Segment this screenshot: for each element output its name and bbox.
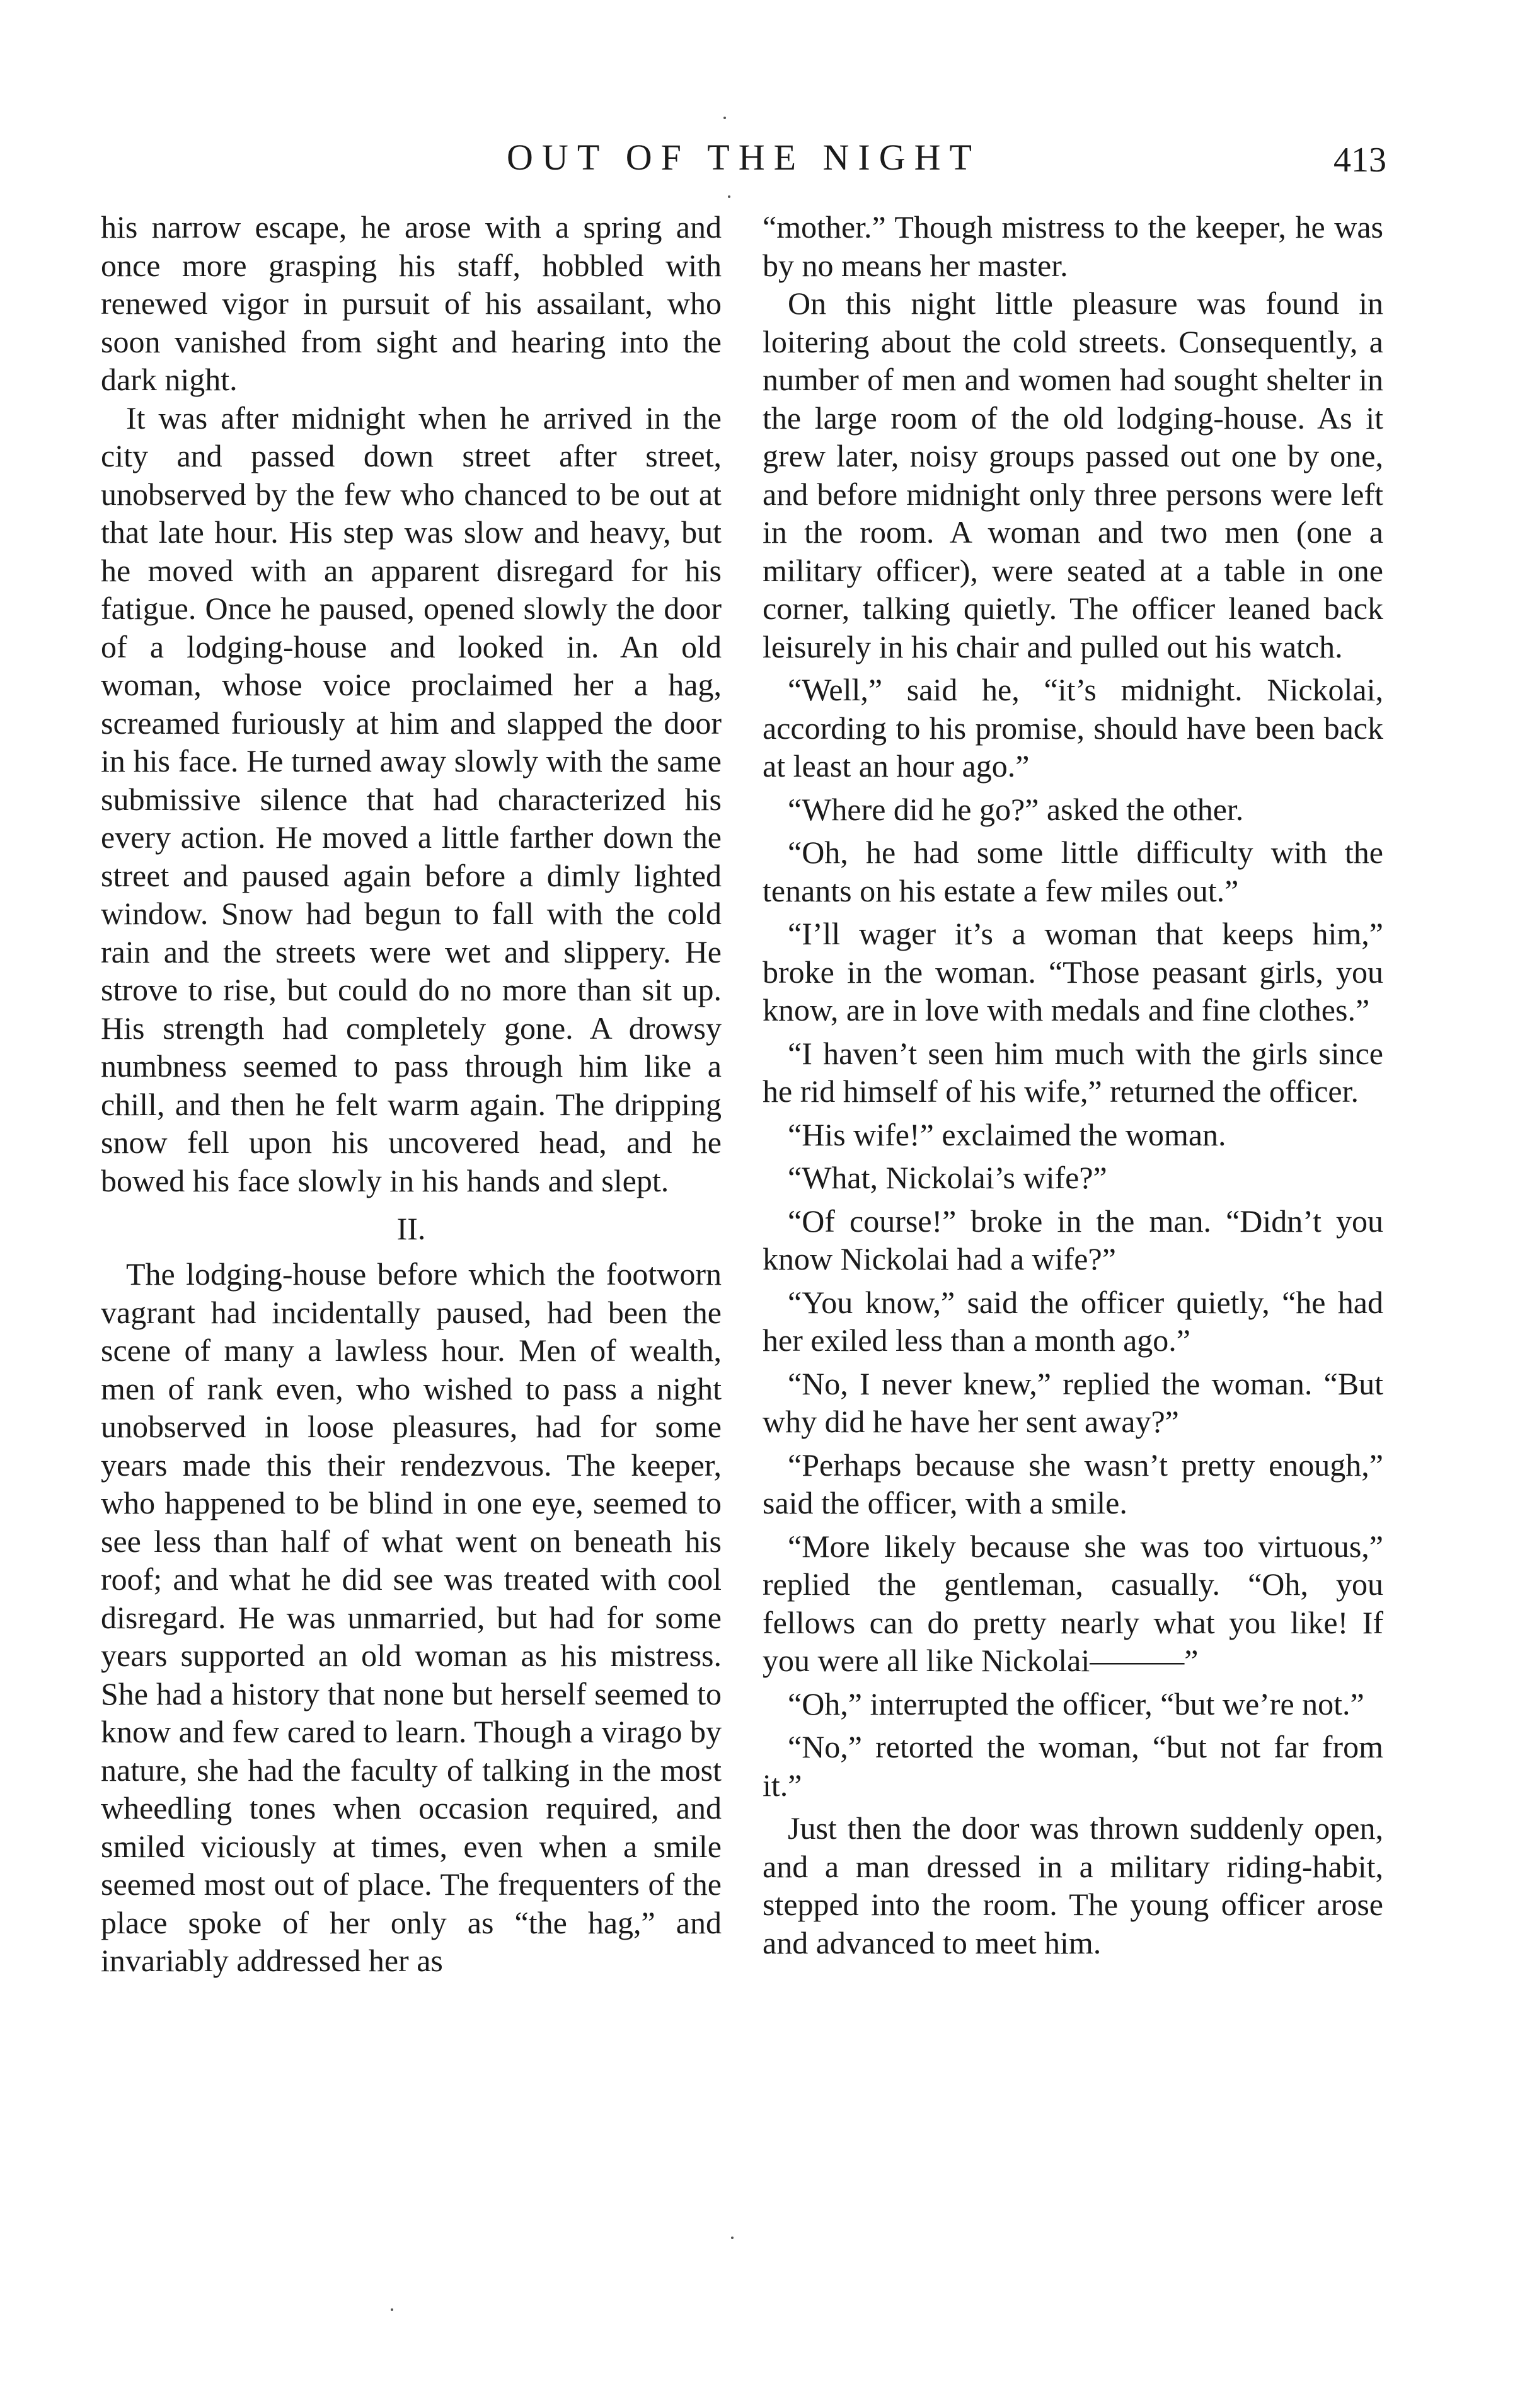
paragraph: The lodging-house before which the footworn vagrant had incidentally paused, had been the scene of many a lawless hour. Men of wealth, men of rank even, who wished to pass a night unobserved in loose pleasures, had for some years made this their rendezvous. The keeper, who happened to be blind in one eye, seemed to see less than half of what went on beneath his roof; and what he did see was treated with cool disregard. He was unmarried, but had for some years supported an old woman as his mistress. She had a history that none but herself seemed to know and few cared to learn. Though a virago by nature, she had the faculty of talking in the most wheedling tones when occasion required, and smiled viciously at times, even when a smile seemed most out of place. The frequenters of the place spoke of her only as “the hag,” and invariably addressed her as (101, 1256, 722, 1978)
paragraph: his narrow escape, he arose with a spring and once more grasping his staff, hobbled with renewed vigor in pursuit of his assailant, who soon vanished from sight and hearing into the dark night. (101, 209, 722, 397)
running-title: OUT OF THE NIGHT (507, 137, 981, 178)
print-speck (731, 2237, 734, 2239)
paragraph: On this night little pleasure was found in loitering about the cold streets. Consequently, a number of men and women had sought shelter in the large room of the old lodging-house. As it grew later, noisy groups passed out one by one, and before midnight only three persons were left in the room. A woman and two men (one a military officer), were seated at a table in one corner, talking quietly. The officer leaned back leisurely in his chair and pulled out his watch. (763, 286, 1383, 664)
paragraph: “Oh,” interrupted the officer, “but we’re not.” (788, 1686, 1364, 1722)
paragraph: “mother.” Though mistress to the keeper, he was by no means her master. (763, 209, 1383, 283)
left-column (101, 208, 722, 1980)
paragraph: “Oh, he had some little difficulty with the tenants on his estate a few miles out.” (763, 835, 1383, 908)
paragraph: “No,” retorted the woman, “but not far from it.” (763, 1729, 1383, 1803)
print-speck (728, 195, 730, 198)
paragraph: “His wife!” exclaimed the woman. (788, 1116, 1226, 1152)
paragraph: “Where did he go?” asked the other. (788, 791, 1244, 827)
section-heading: II. (396, 1211, 426, 1246)
paragraph: “Well,” said he, “it’s midnight. Nickolai, according to his promise, should have been back at least an hour ago.” (763, 672, 1383, 784)
print-speck (391, 2308, 393, 2311)
paragraph: It was after midnight when he arrived in the city and passed down street after street, unobserved by the few who chanced to be out at that late hour. His step was slow and heavy, but he moved with an apparent disregard for his fatigue. Once he paused, opened slowly the door of a lodging-house and looked in. An old woman, whose voice proclaimed her a hag, screamed furiously at him and slapped the door in his face. He turned away slowly with the same submissive silence that had characterized his every action. He moved a little farther down the street and paused again before a dimly lighted window. Snow had begun to fall with the cold rain and the streets were wet and slippery. He strove to rise, but could do no more than sit up. His strength had completely gone. A drowsy numbness seemed to pass through him like a chill, and then he felt warm again. The dripping snow fell upon his uncovered head, and he bowed his face slowly in his hands and slept. (101, 400, 722, 1198)
paragraph: “Of course!” broke in the man. “Didn’t you know Nickolai had a wife?” (763, 1203, 1383, 1276)
print-speck (723, 117, 726, 119)
paragraph: “No, I never knew,” replied the woman. “But why did he have her sent away?” (763, 1365, 1383, 1439)
running-header (101, 129, 1386, 186)
paragraph: “I haven’t seen him much with the girls since he rid himself of his wife,” returned the officer. (763, 1035, 1383, 1109)
paragraph: “I’ll wager it’s a woman that keeps him,” broke in the woman. “Those peasant girls, you know, are in love with medals and fine clothes.” (763, 916, 1383, 1027)
paragraph: “You know,” said the officer quietly, “he had her exiled less than a month ago.” (763, 1284, 1383, 1358)
paragraph: Just then the door was thrown suddenly open, and a man dressed in a military riding-habit, stepped into the room. The young officer arose and advanced to meet him. (763, 1810, 1383, 1960)
paragraph: “What, Nickolai’s wife?” (788, 1160, 1107, 1195)
page-number: 413 (1333, 141, 1386, 180)
right-column (763, 208, 1383, 1962)
paragraph: “Perhaps because she wasn’t pretty enough,” said the officer, with a smile. (763, 1447, 1383, 1520)
paragraph: “More likely because she was too virtuous,” replied the gentleman, casually. “Oh, you fellows can do pretty nearly what you like! If you were all like Nickolai———” (763, 1528, 1383, 1678)
